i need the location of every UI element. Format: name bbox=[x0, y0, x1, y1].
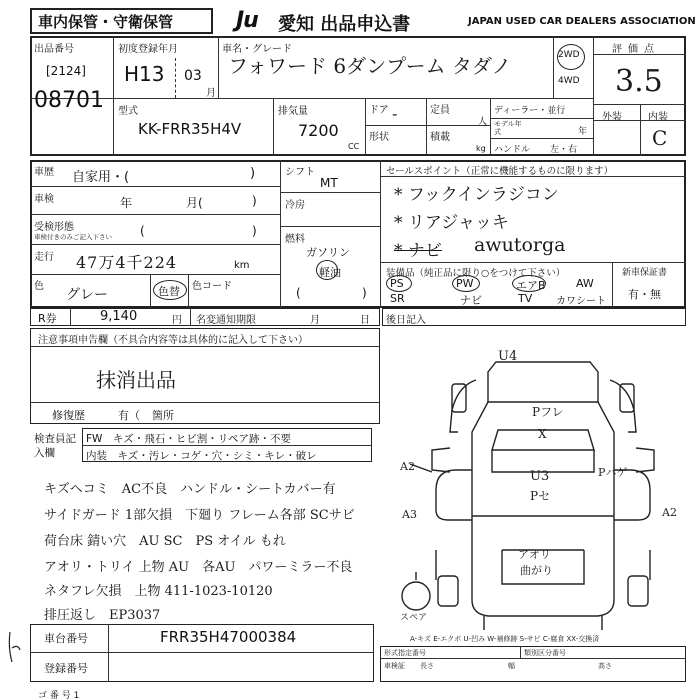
interior-score: C bbox=[652, 126, 668, 150]
registration-year: H13 bbox=[124, 62, 165, 86]
recycle-label: 受検形態 bbox=[34, 222, 74, 233]
recycle-fee-label: R券 bbox=[38, 312, 57, 325]
equipment-label: 装備品（純正品に限り○をつけて下さい） bbox=[386, 268, 566, 279]
post-process-label: 後日記入 bbox=[386, 315, 426, 326]
fuel-paren-open: ( bbox=[296, 286, 301, 300]
inspector-note-1: キズヘコミ AC不良 ハンドル・シートカバー有 bbox=[44, 482, 336, 497]
handle-label: ハンドル bbox=[494, 145, 531, 155]
fuel-label: 燃料 bbox=[285, 234, 305, 245]
name-change-label: 名変通知期限 bbox=[196, 315, 256, 326]
handle-value: 左・右 bbox=[550, 145, 578, 155]
inspector-in-row: 内装 キズ・汚レ・コゲ・穴・シミ・キレ・破レ bbox=[86, 450, 317, 462]
recycle-fee-unit: 円 bbox=[172, 315, 182, 326]
mark-u3: U3 bbox=[530, 469, 550, 484]
mileage-label: 走行 bbox=[34, 252, 54, 263]
inspector-note-6: 排圧返し EP3037 bbox=[44, 608, 161, 623]
mark-a2-right: A2 bbox=[662, 506, 677, 519]
recycle-paren-open: ( bbox=[140, 224, 145, 238]
door-label: ドア bbox=[369, 105, 389, 116]
width-label: 幅 bbox=[508, 662, 515, 670]
post-process-box bbox=[382, 308, 686, 326]
association-name: JAPAN USED CAR DEALERS ASSOCIATION bbox=[468, 16, 696, 27]
usage-label: 車歴 bbox=[34, 167, 54, 178]
score-value: 3.5 bbox=[615, 64, 663, 99]
color-change: 色替 bbox=[158, 285, 180, 298]
inspector-fw-row: FW キズ・飛石・ヒビ割・リペア跡・不要 bbox=[86, 433, 292, 445]
inspector-note-5: ネタフレ欠損 上物 411-1023-10120 bbox=[44, 584, 273, 599]
capacity-label: 定員 bbox=[430, 105, 450, 116]
storage-label: 車内保管・守衛保管 bbox=[38, 13, 174, 31]
notes-label: 注意事項申告欄（不具合内容等は具体的に記入して下さい） bbox=[38, 335, 308, 346]
form-number-label: 形式指定番号 bbox=[384, 649, 426, 657]
inspection-month: 月( bbox=[186, 196, 203, 210]
registration-month: 03 bbox=[184, 68, 202, 84]
mark-a2-left: A2 bbox=[400, 460, 415, 473]
warranty-value: 有・無 bbox=[628, 288, 661, 301]
recycle-note: 車検付きのみご記入下さい bbox=[34, 233, 112, 241]
inspection-year: 年 bbox=[120, 196, 133, 210]
sales-points-label: セールスポイント（正常に機能するものに限ります） bbox=[386, 166, 614, 177]
fuel-diesel: 軽油 bbox=[319, 266, 341, 279]
shift-label: シフト bbox=[285, 167, 315, 178]
inspection-close: ) bbox=[252, 194, 257, 208]
form-title: 愛知 出品申込書 bbox=[278, 14, 411, 35]
model-year-unit: 年 bbox=[578, 127, 588, 137]
fuel-gasoline: ガソリン bbox=[306, 246, 350, 259]
notes-text: 抹消出品 bbox=[96, 368, 176, 392]
shape-label: 形状 bbox=[369, 132, 389, 143]
fuel-paren-close: ) bbox=[362, 286, 367, 300]
score-label: 評価点 bbox=[612, 44, 660, 55]
load-label: 積載 bbox=[430, 132, 450, 143]
equip-pw-circle bbox=[452, 275, 480, 292]
vehicle-diagram bbox=[392, 340, 688, 630]
inspection-label: 車検 bbox=[34, 194, 54, 205]
inspector-label: 検査員記入欄 bbox=[34, 433, 76, 459]
bottom-strip: ゴ 番 号 1 bbox=[38, 691, 80, 700]
color-code-label: 色コード bbox=[192, 281, 232, 292]
color-label: 色 bbox=[34, 281, 44, 292]
repair-value: 有（ bbox=[118, 409, 140, 422]
displacement-unit: CC bbox=[348, 142, 360, 151]
load-unit: kg bbox=[476, 144, 486, 153]
sales-point-struck: * ナビ bbox=[394, 241, 442, 261]
dealer-label: ディーラー・並行 bbox=[494, 106, 566, 116]
registration-month-unit: 月 bbox=[206, 88, 216, 99]
registration-label: 初度登録年月 bbox=[118, 44, 178, 55]
color-value: グレー bbox=[66, 287, 108, 303]
model-year-label: モデル年式 bbox=[494, 120, 522, 136]
equip-seat: カワシート bbox=[556, 296, 606, 307]
inspector-note-3: 荷台床 錆い穴 AU SC PS オイル もれ bbox=[44, 534, 286, 549]
inspector-note-2: サイドガード 1部欠損 下廻り フレーム各部 SCサビ bbox=[44, 508, 355, 523]
sales-point-1: * フックインラジコン bbox=[394, 185, 559, 205]
recycle-fee-value: 9,140 bbox=[100, 309, 138, 324]
height-label: 高さ bbox=[598, 662, 612, 670]
mileage-value: 47万4千224 bbox=[76, 253, 178, 272]
recycle-paren-close: ) bbox=[252, 224, 257, 238]
lot-sub-number: [2124] bbox=[46, 64, 86, 78]
shift-value: MT bbox=[320, 176, 338, 190]
inspector-note-4: アオリ・トリイ 上物 AU 各AU パワーミラー不良 bbox=[44, 560, 353, 575]
damage-legend: A-キズ E-エクボ U-凹み W-補修跡 S-サビ C-腐食 XX-交換済 bbox=[410, 635, 600, 643]
sales-point-3: awutorga bbox=[474, 234, 566, 256]
equip-aw: AW bbox=[576, 277, 594, 290]
mark-front-x: X bbox=[538, 427, 547, 441]
model-name-value: フォワード 6ダンプーム タダノ bbox=[228, 54, 512, 78]
ju-logo: Ju bbox=[236, 8, 258, 33]
mark-u4: U4 bbox=[498, 349, 518, 364]
margin-mark bbox=[6, 628, 26, 668]
drive-2wd: 2WD bbox=[558, 50, 580, 60]
capacity-unit: 人 bbox=[478, 117, 488, 127]
type-label: 型式 bbox=[118, 106, 138, 117]
reg-number-label: 登録番号 bbox=[44, 662, 88, 675]
mark-front: Pフレ bbox=[532, 405, 564, 419]
mark-center-p: Pセ bbox=[530, 489, 551, 503]
equip-sr: SR bbox=[390, 292, 405, 305]
usage-value: 自家用・( bbox=[72, 170, 130, 185]
mark-right-p: Pハゲ bbox=[598, 466, 628, 479]
equip-ps: PS bbox=[390, 277, 404, 290]
ac-label: 冷房 bbox=[285, 200, 305, 211]
mark-a3: A3 bbox=[402, 508, 417, 521]
door-value: - bbox=[392, 104, 398, 123]
mileage-unit: km bbox=[234, 260, 250, 271]
displacement-value: 7200 bbox=[298, 121, 339, 140]
usage-close: ) bbox=[250, 166, 256, 181]
equip-airbag-circle bbox=[512, 275, 546, 292]
mark-spare: スペア bbox=[400, 613, 428, 623]
displacement-label: 排気量 bbox=[278, 106, 308, 117]
equip-pw: PW bbox=[456, 277, 474, 290]
interior-label: 内装 bbox=[648, 112, 668, 123]
mark-bottom-2: 曲がり bbox=[520, 564, 553, 577]
name-change-month: 月 bbox=[310, 315, 320, 326]
lot-label: 出品番号 bbox=[34, 44, 74, 55]
dims-label: 車検証 bbox=[384, 662, 405, 670]
equip-navi: ナビ bbox=[460, 294, 482, 307]
equip-airbag: エアB bbox=[516, 279, 546, 292]
drive-4wd: 4WD bbox=[558, 76, 580, 86]
name-change-day: 日 bbox=[360, 315, 370, 326]
model-name-label: 車名・グレード bbox=[222, 44, 292, 55]
length-label: 長さ bbox=[420, 662, 434, 670]
class-number-label: 類別区分番号 bbox=[524, 649, 566, 657]
equipment-grid bbox=[386, 277, 608, 307]
sales-point-2: * リアジャッキ bbox=[394, 213, 509, 233]
type-value: KK-FRR35H4V bbox=[138, 120, 242, 138]
lot-number: 08701 bbox=[34, 88, 104, 113]
chassis-label: 車台番号 bbox=[44, 632, 88, 645]
equip-ps-circle bbox=[386, 275, 412, 292]
equip-tv: TV bbox=[518, 292, 533, 305]
repair-unit: 箇所 bbox=[152, 409, 174, 422]
mark-bottom: アオリ bbox=[518, 548, 551, 561]
warranty-label: 新車保証書 bbox=[622, 268, 668, 278]
chassis-number: FRR35H47000384 bbox=[160, 628, 297, 646]
exterior-label: 外装 bbox=[602, 112, 622, 123]
repair-label: 修復歴 bbox=[52, 409, 85, 422]
